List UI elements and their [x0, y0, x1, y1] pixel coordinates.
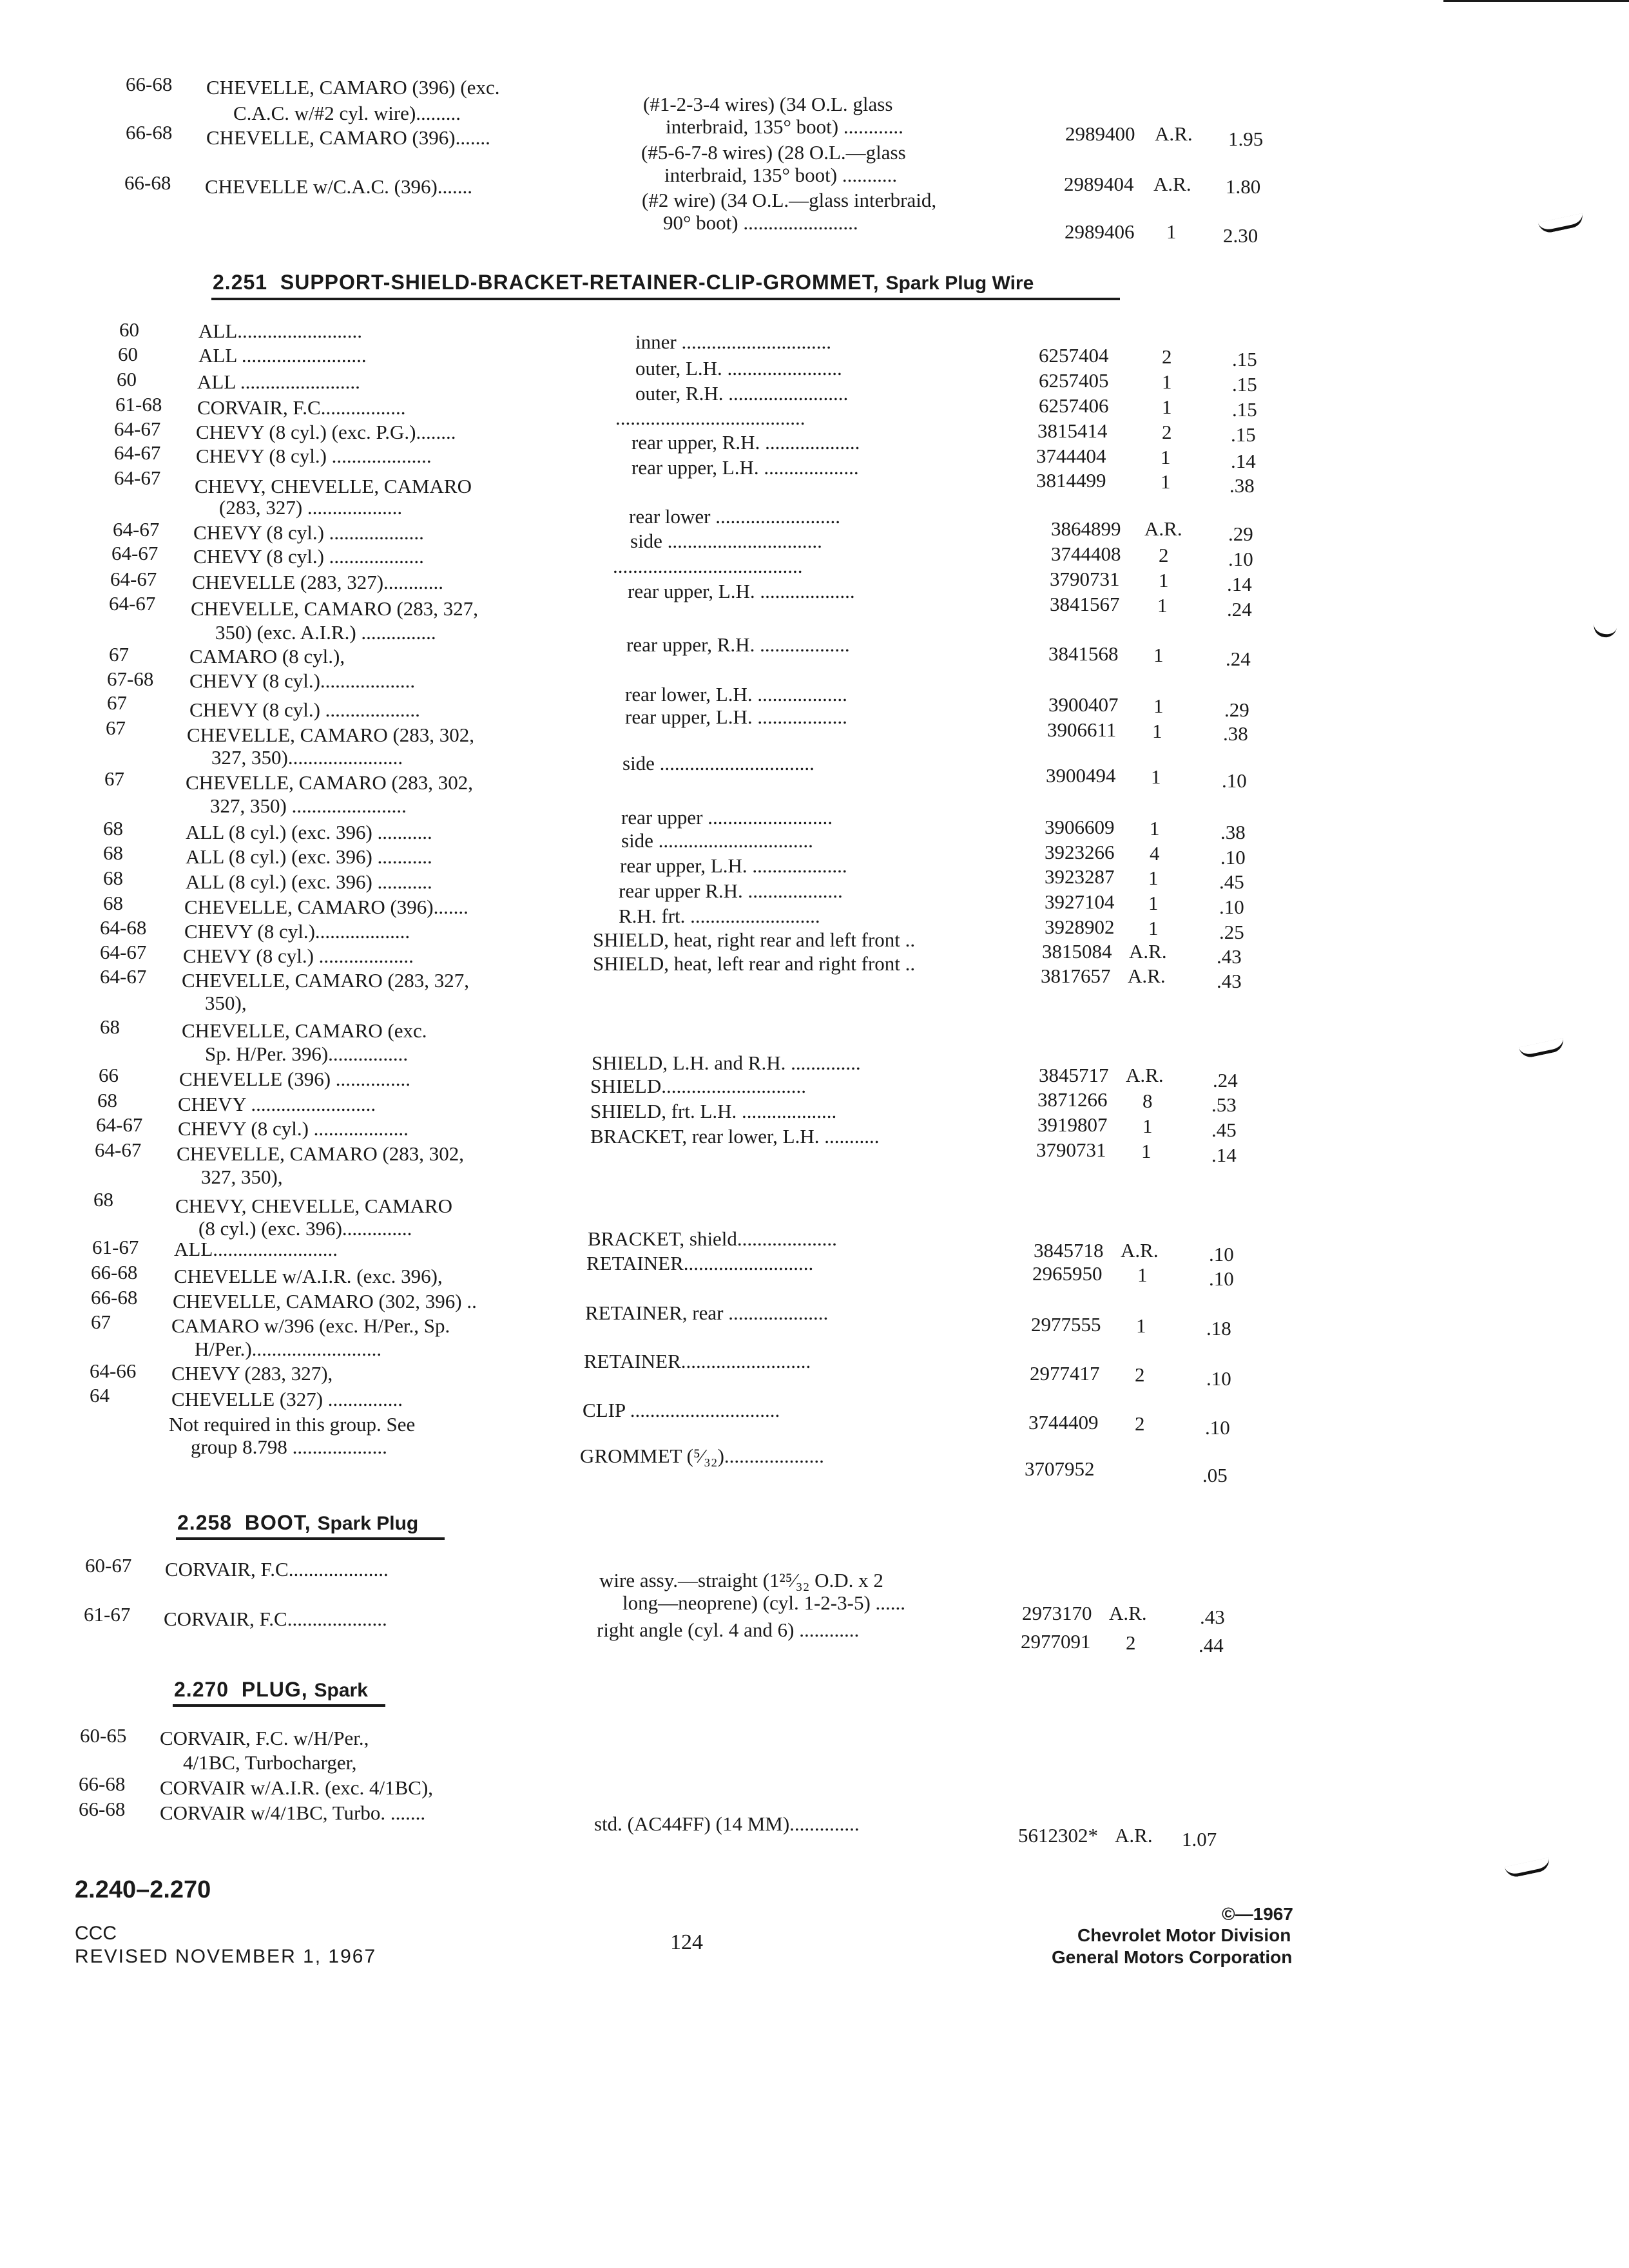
s251-r7-desc: rear lower ......................... [629, 505, 840, 528]
s251-l22-app: CHEVY (8 cyl.) ................... [183, 945, 414, 967]
s251-r17-price: .45 [1219, 870, 1244, 893]
s251-r4-part: 3815414 [1037, 419, 1108, 442]
s251-l29-app-1: CHEVY, CHEVELLE, CAMARO [175, 1195, 452, 1217]
s251-r7-part: 3864899 [1051, 517, 1121, 540]
s251-l21-years: 64-68 [100, 916, 147, 939]
s251-l21-app: CHEVY (8 cyl.)................... [184, 920, 410, 943]
s251-l5-app: CHEVY (8 cyl.) (exc. P.G.)........ [196, 421, 456, 443]
scan-mark-4 [1505, 1858, 1551, 1879]
s251-r24-price: .45 [1211, 1119, 1237, 1141]
s251-r5-price: .14 [1231, 450, 1256, 472]
section-2251-title: SUPPORT-SHIELD-BRACKET-RETAINER-CLIP-GROMMET, [280, 271, 880, 294]
footer-corporation: General Motors Corporation [1052, 1947, 1293, 1967]
s251-r29-price: .10 [1206, 1367, 1231, 1390]
top-row-1-years: 66-68 [126, 73, 173, 95]
s251-r30-part: 3744409 [1028, 1411, 1099, 1434]
s251-r26-part: 3845718 [1034, 1239, 1104, 1262]
top-edge-rule [1443, 0, 1629, 2]
s251-r7-qty: A.R. [1144, 517, 1182, 540]
s251-r22-price: .24 [1213, 1069, 1238, 1091]
s251-note-2: group 8.798 ................... [191, 1436, 387, 1458]
s251-l10-years: 64-67 [110, 568, 157, 590]
s251-r19-qty: 1 [1148, 917, 1159, 939]
footer-page-number: 124 [670, 1930, 703, 1954]
s251-l15-app-1: CHEVELLE, CAMARO (283, 302, [187, 724, 475, 746]
s251-l12-app: CAMARO (8 cyl.), [189, 645, 345, 668]
s251-l7-app-2: (283, 327) ................... [219, 496, 403, 519]
s251-l34-years: 64-66 [90, 1360, 137, 1382]
s251-r12-part: 3900407 [1048, 693, 1119, 716]
s251-r10-part: 3841567 [1050, 593, 1120, 615]
s251-l16-app-1: CHEVELLE, CAMARO (283, 302, [186, 771, 474, 794]
s251-r25-qty: 1 [1141, 1140, 1152, 1162]
s251-r5-desc: rear upper, R.H. ................... [631, 431, 860, 454]
s251-l31-years: 66-68 [91, 1261, 138, 1283]
s270-r1-price: 1.07 [1182, 1828, 1217, 1850]
s251-r9-price: .14 [1227, 573, 1252, 595]
section-2258-subtitle: Spark Plug [317, 1513, 419, 1534]
s251-l26-app: CHEVY ......................... [178, 1093, 376, 1115]
s251-r6-desc: rear upper, L.H. ................... [631, 456, 859, 479]
s251-r1-desc: inner .............................. [635, 331, 831, 353]
s251-r10-qty: 1 [1157, 594, 1168, 617]
s251-r18-price: .10 [1219, 896, 1244, 918]
s251-l18-app: ALL (8 cyl.) (exc. 396) ........... [186, 845, 432, 868]
s251-r28-price: .18 [1206, 1317, 1231, 1340]
s251-l24-years: 68 [100, 1015, 120, 1038]
s251-r3-qty: 1 [1162, 396, 1172, 418]
s251-r9-qty: 1 [1159, 569, 1169, 591]
s251-r11-part: 3841568 [1048, 642, 1119, 665]
s251-l16-app-2: 327, 350) ....................... [210, 794, 407, 817]
s251-l29-app-2: (8 cyl.) (exc. 396).............. [198, 1217, 412, 1240]
s251-r1-part: 6257404 [1039, 344, 1109, 367]
top-row-3-qty: A.R. [1153, 173, 1191, 195]
s251-r29-part: 2977417 [1030, 1362, 1100, 1385]
section-2251-underline [211, 298, 1120, 300]
s251-l24-app-2: Sp. H/Per. 396)................ [205, 1043, 409, 1065]
s251-r12-price: .29 [1224, 698, 1249, 721]
s251-l22-years: 64-67 [100, 941, 147, 963]
s251-r10-price: .24 [1227, 598, 1252, 620]
s251-r17-desc: rear upper, L.H. ................... [620, 854, 847, 877]
s251-l11-years: 64-67 [109, 592, 156, 615]
s251-r27-price: .10 [1209, 1267, 1234, 1290]
s251-l23-app-1: CHEVELLE, CAMARO (283, 327, [182, 969, 470, 992]
s251-r20-qty: A.R. [1129, 940, 1167, 963]
s251-r29-desc: RETAINER.......................... [584, 1350, 811, 1372]
s251-r22-part: 3845717 [1039, 1064, 1109, 1086]
s251-r4-qty: 2 [1162, 421, 1172, 443]
s251-l15-years: 67 [106, 716, 126, 739]
s251-l16-years: 67 [104, 767, 124, 790]
s251-r3-desc: outer, R.H. ........................ [635, 382, 849, 405]
s251-r17-qty: 1 [1148, 867, 1159, 889]
s251-l10-app: CHEVELLE (283, 327)............ [192, 571, 444, 593]
s251-r2-qty: 1 [1162, 370, 1172, 393]
s251-l32-app: CHEVELLE, CAMARO (302, 396) .. [173, 1290, 477, 1312]
s251-r14-desc: side ............................... [622, 752, 815, 774]
s251-r31-desc: GROMMET (⁵⁄₃₂).................... [580, 1445, 824, 1467]
s258-r1-price: .43 [1200, 1606, 1225, 1628]
s251-l14-app: CHEVY (8 cyl.) ................... [189, 698, 420, 721]
s251-r6-price: .38 [1229, 474, 1255, 497]
s251-l27-app: CHEVY (8 cyl.) ................... [178, 1117, 409, 1140]
s251-l20-years: 68 [103, 892, 123, 914]
s258-r1-part: 2973170 [1022, 1602, 1092, 1624]
s251-r21-price: .43 [1217, 970, 1242, 992]
s251-l4-app: CORVAIR, F.C................. [197, 396, 406, 419]
top-row-1-app-2: C.A.C. w/#2 cyl. wire)......... [233, 102, 461, 124]
s251-r28-qty: 1 [1136, 1314, 1146, 1337]
footer-section-range: 2.240–2.270 [75, 1876, 211, 1903]
s251-l4-years: 61-68 [115, 393, 162, 416]
s258-r1-desc-1: wire assy.—straight (1²⁵⁄₃₂ O.D. x 2 [599, 1569, 883, 1591]
top-row-2-qty: A.R. [1155, 122, 1193, 145]
s251-l2-years: 60 [118, 343, 138, 365]
s251-r27-desc: RETAINER.......................... [586, 1252, 814, 1274]
s251-l30-app: ALL......................... [174, 1238, 338, 1260]
s258-r2-price: .44 [1199, 1634, 1224, 1657]
s251-l28-app-2: 327, 350), [201, 1166, 283, 1188]
s251-l25-app: CHEVELLE (396) ............... [179, 1068, 411, 1090]
s251-l13-years: 67-68 [107, 668, 154, 690]
s251-r16-desc: side ............................... [621, 829, 813, 852]
s251-r6-qty: 1 [1161, 470, 1171, 493]
s251-r24-desc: SHIELD, frt. L.H. ................... [590, 1100, 837, 1122]
s251-l14-years: 67 [107, 691, 127, 714]
s251-l32-years: 66-68 [91, 1286, 138, 1309]
s251-l35-years: 64 [90, 1384, 110, 1407]
s251-r30-price: .10 [1205, 1416, 1230, 1439]
top-row-4-desc-2: 90° boot) ....................... [663, 211, 858, 234]
s251-l33-app-1: CAMARO w/396 (exc. H/Per., Sp. [171, 1314, 450, 1337]
s251-r19-part: 3928902 [1045, 916, 1115, 938]
s251-r4-price: .15 [1231, 423, 1256, 446]
s251-r19-desc: R.H. frt. .......................... [619, 905, 820, 927]
s251-r7-price: .29 [1228, 523, 1253, 545]
s270-l1-app-1: CORVAIR, F.C. w/H/Per., [160, 1727, 369, 1749]
section-2258-title: BOOT, [244, 1511, 311, 1534]
s251-l26-years: 68 [97, 1089, 117, 1111]
s251-l8-app: CHEVY (8 cyl.) ................... [193, 521, 424, 544]
s251-r15-price: .38 [1220, 821, 1246, 843]
s251-r3-price: .15 [1232, 398, 1257, 421]
s258-r1-desc-2: long—neoprene) (cyl. 1-2-3-5) ...... [622, 1591, 906, 1614]
s251-l13-app: CHEVY (8 cyl.)................... [189, 669, 416, 692]
s251-l17-app: ALL (8 cyl.) (exc. 396) ........... [186, 821, 432, 843]
s251-r3-part: 6257406 [1039, 394, 1109, 417]
top-row-3-desc-1: (#5-6-7-8 wires) (28 O.L.—glass [641, 141, 906, 164]
s251-r12-desc: rear lower, L.H. .................. [625, 683, 847, 706]
top-row-2-desc-1: (#1-2-3-4 wires) (34 O.L. glass [643, 93, 893, 115]
s251-l17-years: 68 [103, 817, 123, 840]
s251-r10-desc: rear upper, L.H. ................... [628, 580, 855, 602]
s251-r13-qty: 1 [1152, 720, 1162, 742]
s251-r5-part: 3744404 [1036, 445, 1106, 467]
s251-l23-app-2: 350), [205, 992, 247, 1014]
section-2270-number: 2.270 [174, 1678, 229, 1701]
s251-r13-desc: rear upper, L.H. .................. [625, 706, 847, 728]
top-row-2-app: CHEVELLE, CAMARO (396)....... [206, 126, 490, 149]
s251-r1-qty: 2 [1162, 345, 1172, 368]
s251-r30-desc: CLIP .............................. [583, 1399, 780, 1421]
s251-l1-app: ALL......................... [198, 320, 363, 342]
s251-l28-app-1: CHEVELLE, CAMARO (283, 302, [177, 1142, 465, 1165]
scan-mark-2 [1592, 623, 1617, 639]
s251-r26-desc: BRACKET, shield.................... [588, 1227, 837, 1250]
s251-l29-years: 68 [93, 1188, 113, 1211]
s251-l25-years: 66 [99, 1064, 119, 1086]
s251-r20-part: 3815084 [1042, 940, 1112, 963]
s251-l27-years: 64-67 [96, 1113, 143, 1136]
s270-l2-app: CORVAIR w/A.I.R. (exc. 4/1BC), [160, 1776, 434, 1799]
s251-r28-desc: RETAINER, rear .................... [585, 1302, 829, 1324]
s251-l9-app: CHEVY (8 cyl.) ................... [193, 545, 424, 568]
s251-r20-price: .43 [1217, 945, 1242, 968]
s251-r9-part: 3790731 [1050, 568, 1120, 590]
s258-r1-app: CORVAIR, F.C.................... [165, 1558, 389, 1581]
s251-r25-price: .14 [1211, 1144, 1237, 1166]
s258-r2-part: 2977091 [1021, 1630, 1091, 1653]
section-2270-heading [174, 1678, 368, 1702]
footer-code: CCC [75, 1923, 117, 1944]
s251-l18-years: 68 [103, 841, 123, 864]
s251-r15-part: 3906609 [1045, 816, 1115, 838]
footer-copyright: ©—1967 [1222, 1904, 1293, 1924]
s251-r24-qty: 1 [1142, 1115, 1153, 1137]
s251-r1-price: .15 [1232, 348, 1257, 370]
s251-l6-years: 64-67 [114, 441, 161, 464]
s251-r14-part: 3900494 [1046, 764, 1116, 787]
s251-r14-qty: 1 [1151, 765, 1161, 788]
s251-r12-qty: 1 [1153, 695, 1164, 717]
section-2251-subtitle: Spark Plug Wire [885, 273, 1034, 294]
s251-l11-app-2: 350) (exc. A.I.R.) ............... [215, 621, 436, 644]
s270-r1-qty: A.R. [1115, 1824, 1153, 1847]
s251-r21-desc: SHIELD, heat, left rear and right front .. [593, 952, 916, 975]
s251-r6-part: 3814499 [1036, 469, 1106, 492]
top-row-3-desc-2: interbraid, 135° boot) ........... [664, 164, 898, 186]
s270-l1-app-2: 4/1BC, Turbocharger, [183, 1751, 357, 1774]
s251-r4-desc: ...................................... [615, 407, 805, 429]
s251-l9-years: 64-67 [111, 542, 159, 564]
s251-r22-qty: A.R. [1126, 1064, 1164, 1086]
s251-r11-price: .24 [1226, 648, 1251, 670]
s251-l1-years: 60 [119, 318, 139, 341]
s251-r17-part: 3923287 [1045, 865, 1115, 888]
s251-r29-qty: 2 [1135, 1363, 1145, 1386]
top-row-3-price: 1.80 [1226, 175, 1261, 198]
s251-r2-part: 6257405 [1039, 369, 1109, 392]
s251-r26-price: .10 [1209, 1243, 1234, 1265]
s251-r2-desc: outer, L.H. ....................... [635, 357, 842, 380]
section-2270-title: PLUG, [241, 1678, 308, 1701]
s251-l33-years: 67 [91, 1311, 111, 1333]
s251-l2-app: ALL ......................... [198, 344, 367, 367]
s270-l2-years: 66-68 [79, 1773, 126, 1795]
s258-r1-years: 60-67 [85, 1554, 132, 1577]
scan-mark-1 [1538, 213, 1585, 235]
s251-l31-app: CHEVELLE w/A.I.R. (exc. 396), [174, 1265, 443, 1287]
top-row-2-part: 2989400 [1065, 122, 1135, 145]
s251-r8-desc: side ............................... [630, 530, 822, 552]
footer-revised-date: REVISED NOVEMBER 1, 1967 [75, 1946, 377, 1967]
s251-l19-app: ALL (8 cyl.) (exc. 396) ........... [186, 870, 432, 893]
s251-r23-desc: SHIELD............................. [590, 1075, 806, 1097]
s251-l11-app-1: CHEVELLE, CAMARO (283, 327, [191, 597, 479, 620]
s251-l33-app-2: H/Per.).......................... [195, 1338, 382, 1360]
s251-r8-part: 3744408 [1051, 543, 1121, 565]
s251-l19-years: 68 [103, 867, 123, 889]
s270-r1-part: 5612302* [1018, 1824, 1098, 1847]
section-2258-underline [176, 1537, 445, 1540]
s270-l3-app: CORVAIR w/4/1BC, Turbo. ....... [160, 1802, 426, 1824]
top-row-4-price: 2.30 [1223, 224, 1258, 247]
s251-l5-years: 64-67 [114, 418, 161, 440]
s251-r24-part: 3919807 [1037, 1113, 1108, 1136]
s270-r1-desc: std. (AC44FF) (14 MM).............. [594, 1812, 860, 1835]
s251-r25-part: 3790731 [1036, 1139, 1106, 1161]
section-2258-heading [177, 1511, 418, 1535]
s251-r21-part: 3817657 [1041, 965, 1111, 987]
top-row-4-part: 2989406 [1065, 220, 1135, 243]
s258-r1-qty: A.R. [1109, 1602, 1147, 1624]
s251-l3-app: ALL ........................ [197, 370, 360, 393]
s251-l28-years: 64-67 [95, 1139, 142, 1161]
s251-r9-desc: ...................................... [613, 555, 803, 577]
s251-l12-years: 67 [109, 643, 129, 666]
section-2251-heading [213, 271, 1034, 294]
top-row-2-price: 1.95 [1228, 128, 1264, 150]
top-row-2-years: 66-68 [126, 121, 173, 144]
s251-l7-years: 64-67 [114, 466, 161, 489]
s251-r11-qty: 1 [1153, 644, 1164, 666]
s251-l24-app-1: CHEVELLE, CAMARO (exc. [182, 1019, 427, 1042]
top-row-4-qty: 1 [1166, 220, 1177, 243]
s251-r23-qty: 8 [1142, 1090, 1153, 1112]
s251-r15-qty: 1 [1150, 817, 1160, 840]
top-row-1-app-1: CHEVELLE, CAMARO (396) (exc. [206, 76, 500, 99]
s251-r20-desc: SHIELD, heat, right rear and left front .. [593, 928, 916, 951]
s251-r18-part: 3927104 [1045, 890, 1115, 913]
s258-r2-qty: 2 [1126, 1631, 1136, 1654]
s251-r13-price: .38 [1223, 722, 1248, 745]
section-2270-subtitle: Spark [314, 1680, 368, 1701]
s251-r8-price: .10 [1228, 548, 1253, 570]
s251-r16-qty: 4 [1150, 842, 1160, 865]
s251-r11-desc: rear upper, R.H. .................. [626, 633, 850, 656]
s251-r16-part: 3923266 [1045, 841, 1115, 863]
s251-l30-years: 61-67 [92, 1236, 139, 1258]
s251-r8-qty: 2 [1159, 544, 1169, 566]
s251-r23-part: 3871266 [1037, 1088, 1108, 1111]
s251-l23-years: 64-67 [100, 965, 147, 988]
footer-division: Chevrolet Motor Division [1077, 1925, 1291, 1945]
s251-r27-part: 2965950 [1032, 1262, 1103, 1285]
s251-r26-qty: A.R. [1121, 1239, 1159, 1262]
top-row-2-desc-2: interbraid, 135° boot) ............ [666, 115, 903, 138]
s251-note-1: Not required in this group. See [169, 1413, 416, 1436]
s251-r19-price: .25 [1219, 921, 1244, 943]
s251-l35-app: CHEVELLE (327) ............... [171, 1388, 403, 1410]
s251-r21-qty: A.R. [1128, 965, 1166, 987]
s251-l7-app-1: CHEVY, CHEVELLE, CAMARO [195, 475, 472, 497]
s251-r13-part: 3906611 [1047, 718, 1117, 741]
section-2258-number: 2.258 [177, 1511, 233, 1534]
top-row-4-app: CHEVELLE w/C.A.C. (396)....... [205, 175, 473, 198]
s251-r31-price: .05 [1202, 1464, 1228, 1486]
top-row-3-part: 2989404 [1064, 173, 1134, 195]
s258-r2-app: CORVAIR, F.C.................... [164, 1608, 387, 1630]
s251-r31-part: 3707952 [1025, 1457, 1095, 1480]
s251-r27-qty: 1 [1137, 1264, 1148, 1286]
s251-r25-desc: BRACKET, rear lower, L.H. ........... [590, 1125, 880, 1148]
s251-r16-price: .10 [1220, 846, 1246, 869]
s251-l8-years: 64-67 [113, 518, 160, 541]
s251-l34-app: CHEVY (283, 327), [171, 1362, 333, 1385]
s251-r5-qty: 1 [1161, 446, 1171, 468]
s251-l3-years: 60 [117, 368, 137, 390]
s270-l1-years: 60-65 [80, 1724, 127, 1747]
s258-r2-desc: right angle (cyl. 4 and 6) ............ [597, 1619, 860, 1641]
top-row-4-desc-1: (#2 wire) (34 O.L.—glass interbraid, [642, 189, 937, 211]
s251-l6-app: CHEVY (8 cyl.) .................... [196, 445, 432, 467]
s270-l3-years: 66-68 [79, 1798, 126, 1820]
section-2251-number: 2.251 [213, 271, 268, 294]
top-row-4-years: 66-68 [124, 171, 171, 194]
section-2270-underline [173, 1704, 385, 1707]
s251-r30-qty: 2 [1135, 1412, 1145, 1435]
s251-r18-qty: 1 [1148, 892, 1159, 914]
s251-l15-app-2: 327, 350)....................... [211, 746, 403, 769]
s251-r28-part: 2977555 [1031, 1313, 1101, 1336]
s251-l20-app: CHEVELLE, CAMARO (396)....... [184, 896, 468, 918]
s251-r23-price: .53 [1211, 1093, 1237, 1116]
s251-r14-price: .10 [1222, 769, 1247, 792]
scan-mark-3 [1519, 1038, 1565, 1059]
s251-r22-desc: SHIELD, L.H. and R.H. .............. [592, 1052, 861, 1074]
s251-r18-desc: rear upper R.H. ................... [619, 879, 843, 902]
s251-r2-price: .15 [1232, 373, 1257, 396]
s251-r15-desc: rear upper ......................... [621, 806, 833, 829]
s258-r2-years: 61-67 [84, 1603, 131, 1626]
